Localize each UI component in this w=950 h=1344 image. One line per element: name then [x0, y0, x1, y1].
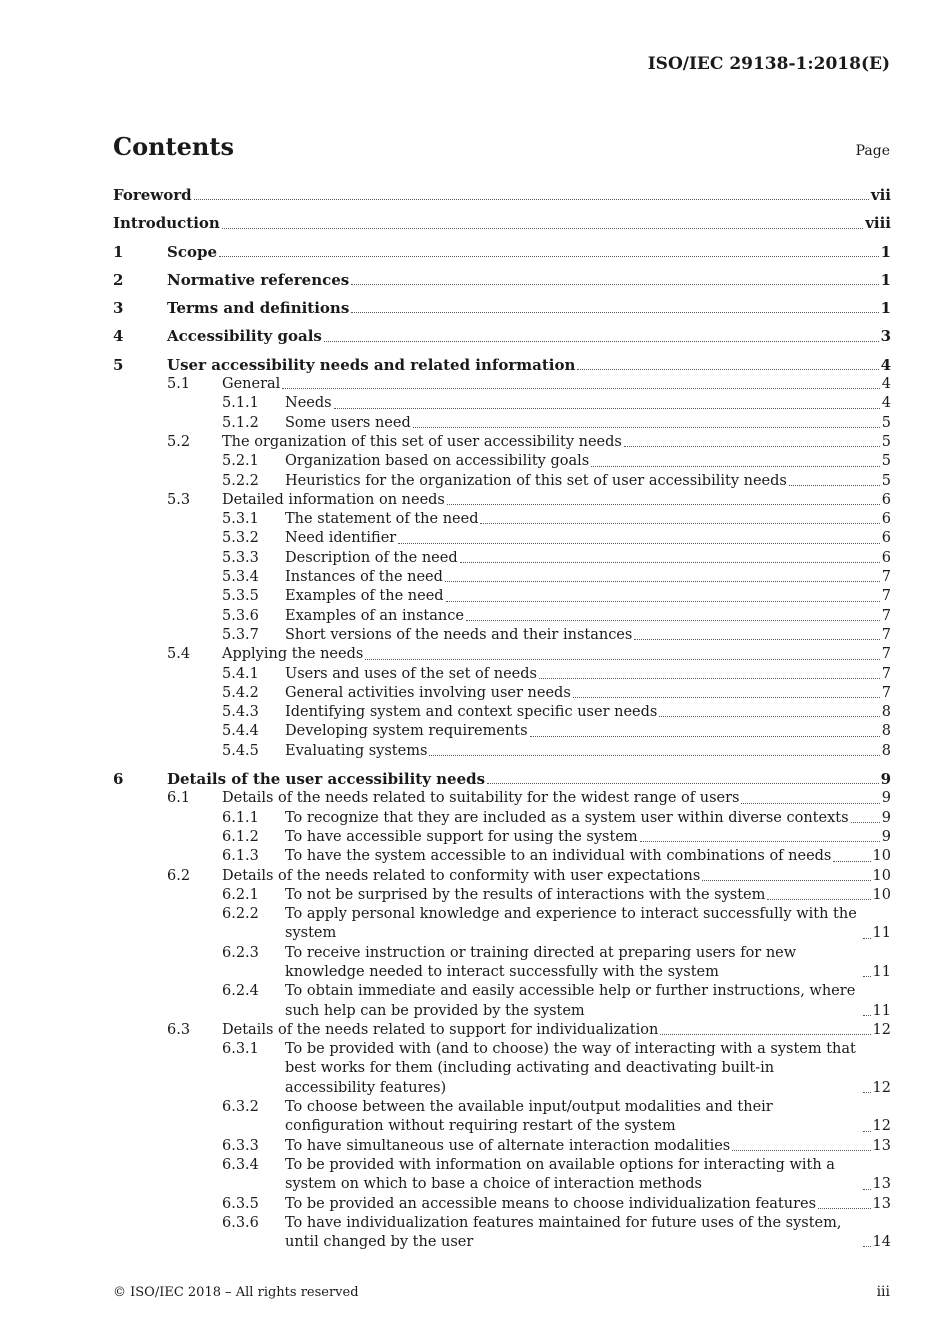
toc-entry-title: Description of the need — [285, 549, 458, 566]
toc-entry-page: 7 — [881, 626, 891, 643]
dot-leader — [466, 620, 880, 621]
toc-entry-page: 4 — [881, 376, 891, 393]
toc-entry-title: To apply personal knowledge and experience to interact successfully with the system — [285, 906, 857, 942]
toc-entry-number: 5.3.4 — [222, 569, 259, 586]
toc-entry[interactable] — [113, 1137, 891, 1156]
toc-entry-number: 1 — [113, 242, 124, 261]
toc-entry[interactable] — [113, 375, 891, 394]
toc-entry-page: 7 — [881, 588, 891, 605]
toc-entry-title: Users and uses of the set of needs — [285, 665, 537, 682]
dot-leader — [863, 1015, 871, 1016]
dot-leader — [789, 485, 880, 486]
dot-leader — [863, 1092, 871, 1093]
toc-entry-title: User accessibility needs and related information — [167, 355, 576, 374]
toc-entry-number: 5.4.5 — [222, 742, 259, 759]
dot-leader — [460, 562, 880, 563]
toc-entry-page: 1 — [880, 242, 891, 261]
toc-entry-number: 6.2.2 — [222, 906, 259, 923]
toc-entry-title: Details of the needs related to support for individualization — [222, 1021, 659, 1038]
toc-entry[interactable] — [113, 770, 891, 789]
dot-leader — [446, 601, 880, 602]
toc-entry-title: To have the system accessible to an individual with combinations of needs — [285, 848, 832, 865]
toc-entry-title: To have simultaneous use of alternate interaction modalities — [285, 1137, 731, 1154]
toc-entry-number: 5.4.4 — [222, 723, 259, 740]
toc-entry-page: 6 — [881, 549, 891, 566]
toc-entry-number: 5.4.1 — [222, 665, 259, 682]
toc-entry-title: Evaluating systems — [285, 742, 428, 759]
toc-entry-title: The statement of the need — [285, 511, 479, 528]
dot-leader — [577, 369, 878, 370]
dot-leader — [634, 639, 879, 640]
toc-entry-number: 5.3.5 — [222, 588, 259, 605]
toc-entry-page: vii — [870, 186, 891, 204]
toc-entry-number: 5.3.1 — [222, 511, 259, 528]
dot-leader — [413, 427, 880, 428]
toc-entry-page: 9 — [881, 790, 891, 807]
toc-entry-page: 5 — [881, 433, 891, 450]
toc-entry-title: Examples of an instance — [285, 607, 464, 624]
toc-entry-title: Examples of the need — [285, 588, 444, 605]
copyright-footer: © ISO/IEC 2018 – All rights reserved — [113, 1285, 359, 1300]
toc-entry-number: 6.3.6 — [222, 1214, 259, 1231]
dot-leader — [365, 659, 879, 660]
toc-entry[interactable] — [113, 214, 891, 233]
toc-entry[interactable] — [113, 982, 891, 1021]
toc-entry-title: Detailed information on needs — [222, 491, 445, 508]
toc-entry[interactable] — [113, 742, 891, 761]
dot-leader — [851, 822, 880, 823]
toc-entry-title: Details of the needs related to suitability for the widest range of users — [222, 790, 740, 807]
dot-leader — [659, 716, 879, 717]
dot-leader — [530, 736, 880, 737]
toc-entry-title: Scope — [167, 242, 218, 261]
toc-entry[interactable] — [113, 433, 891, 452]
dot-leader — [833, 861, 870, 862]
toc-entry-page: 13 — [872, 1176, 891, 1193]
toc-entry[interactable] — [113, 665, 891, 684]
toc-entry-number: 6.3.5 — [222, 1195, 259, 1212]
toc-entry-page: 14 — [872, 1234, 891, 1251]
toc-entry-title: To recognize that they are included as a system user within diverse contexts — [285, 809, 849, 826]
toc-entry[interactable] — [113, 905, 891, 944]
toc-entry[interactable] — [113, 645, 891, 664]
toc-entry-page: viii — [865, 214, 891, 233]
dot-leader — [429, 755, 879, 756]
dot-leader — [445, 581, 880, 582]
toc-entry[interactable] — [113, 684, 891, 703]
dot-leader — [447, 504, 880, 505]
toc-entry-number: 6.2.3 — [222, 944, 259, 961]
toc-entry-number: 5.1.1 — [222, 395, 259, 412]
toc-entry-page: 10 — [872, 867, 891, 884]
dot-leader — [222, 228, 863, 229]
toc-entry-number: 6.3.4 — [222, 1156, 259, 1173]
dot-leader — [640, 841, 880, 842]
table-of-contents — [113, 186, 891, 1252]
toc-entry[interactable] — [113, 722, 891, 741]
dot-leader — [863, 1131, 871, 1132]
toc-entry-page: 7 — [881, 684, 891, 701]
toc-entry-title: To be provided with (and to choose) the way of interacting with a system that best works for them (including activating and deactivating built-in accessibility features) — [285, 1041, 856, 1096]
toc-entry-page: 1 — [880, 299, 891, 318]
dot-leader — [863, 938, 871, 939]
toc-entry-title: Normative references — [167, 270, 350, 289]
toc-entry[interactable] — [113, 568, 891, 587]
dot-leader — [539, 678, 880, 679]
dot-leader — [818, 1208, 870, 1209]
toc-entry-page: 4 — [880, 355, 891, 374]
toc-entry[interactable] — [113, 828, 891, 847]
toc-entry[interactable] — [113, 944, 891, 983]
toc-entry-page: 5 — [881, 453, 891, 470]
toc-entry-title: To obtain immediate and easily accessible help or further instructions, where such help can be provided by the system — [285, 983, 856, 1019]
dot-leader — [487, 783, 879, 784]
dot-leader — [863, 1246, 871, 1247]
toc-entry-number: 6.1 — [167, 790, 191, 807]
toc-entry-title: To be provided an accessible means to choose individualization features — [285, 1195, 817, 1212]
toc-entry[interactable] — [113, 510, 891, 529]
toc-entry-number: 6.2.4 — [222, 983, 259, 1000]
toc-entry-title: Organization based on accessibility goals — [285, 453, 590, 470]
toc-entry[interactable] — [113, 1040, 891, 1098]
toc-entry-number: 5.4 — [167, 646, 191, 663]
dot-leader — [324, 341, 879, 342]
toc-entry[interactable] — [113, 626, 891, 645]
toc-entry[interactable] — [113, 1156, 891, 1195]
toc-entry-number: 5.4.2 — [222, 684, 259, 701]
toc-entry-title: The organization of this set of user accessibility needs — [222, 433, 622, 450]
toc-entry-title: To have individualization features maintained for future uses of the system, until changed by the user — [285, 1214, 842, 1251]
toc-entry[interactable] — [113, 271, 891, 290]
toc-entry-title: Details of the user accessibility needs — [167, 770, 486, 789]
toc-entry-page: 10 — [872, 886, 891, 903]
toc-entry-page: 8 — [881, 723, 891, 740]
toc-entry-title: General — [222, 376, 281, 393]
toc-entry-number: 2 — [113, 270, 124, 289]
toc-entry-title: Needs — [285, 395, 332, 412]
toc-entry-title: To choose between the available input/output modalities and their configuration without requiring restart of the system — [285, 1099, 773, 1135]
toc-entry-page: 6 — [881, 511, 891, 528]
toc-entry[interactable] — [113, 414, 891, 433]
dot-leader — [624, 446, 880, 447]
toc-entry[interactable] — [113, 587, 891, 606]
toc-entry[interactable] — [113, 327, 891, 346]
toc-entry-number: 5.3.2 — [222, 530, 259, 547]
toc-entry-page: 11 — [872, 963, 891, 980]
toc-entry-number: 6.2 — [167, 867, 191, 884]
toc-entry[interactable] — [113, 243, 891, 262]
toc-entry-page: 8 — [881, 742, 891, 759]
dot-leader — [282, 388, 879, 389]
toc-entry-number: 6.3 — [167, 1021, 191, 1038]
toc-entry-number: 5.2 — [167, 433, 191, 450]
toc-entry-page: 12 — [872, 1021, 891, 1038]
toc-entry[interactable] — [113, 472, 891, 491]
toc-entry-page: 9 — [880, 770, 891, 789]
toc-entry-page: 5 — [881, 472, 891, 489]
toc-entry-page: 3 — [880, 327, 891, 346]
toc-entry-title: Introduction — [113, 214, 220, 233]
dot-leader — [351, 284, 878, 285]
dot-leader — [334, 408, 880, 409]
toc-entry[interactable] — [113, 491, 891, 510]
toc-entry-title: Applying the needs — [222, 646, 364, 663]
dot-leader — [194, 199, 869, 200]
toc-entry[interactable] — [113, 452, 891, 471]
toc-entry-title: Developing system requirements — [285, 723, 528, 740]
toc-entry[interactable] — [113, 529, 891, 548]
dot-leader — [591, 466, 880, 467]
toc-entry-title: Terms and definitions — [167, 299, 350, 318]
toc-entry-title: Foreword — [113, 186, 192, 204]
toc-entry-title: Some users need — [285, 414, 411, 431]
dot-leader — [351, 312, 878, 313]
toc-entry-number: 5.1.2 — [222, 414, 259, 431]
toc-entry[interactable] — [113, 394, 891, 413]
toc-entry-page: 5 — [881, 414, 891, 431]
toc-entry[interactable] — [113, 809, 891, 828]
toc-entry[interactable] — [113, 886, 891, 905]
toc-entry-number: 3 — [113, 299, 124, 318]
toc-entry-page: 8 — [881, 704, 891, 721]
dot-leader — [863, 1189, 871, 1190]
page-number: iii — [876, 1284, 890, 1300]
toc-entry-title: To be provided with information on available options for interacting with a system on which to base a choice of interaction methods — [285, 1156, 835, 1193]
toc-entry-number: 5.2.1 — [222, 453, 259, 470]
toc-entry-page: 9 — [881, 828, 891, 845]
toc-entry-number: 5.3.6 — [222, 607, 259, 624]
toc-entry-page: 10 — [872, 848, 891, 865]
toc-entry[interactable] — [113, 789, 891, 808]
toc-entry-number: 6.1.3 — [222, 848, 259, 865]
toc-entry-page: 6 — [881, 530, 891, 547]
toc-entry-page: 12 — [872, 1118, 891, 1135]
dot-leader — [702, 880, 870, 881]
toc-entry-number: 5.3.3 — [222, 549, 259, 566]
toc-entry[interactable] — [113, 847, 891, 866]
dot-leader — [398, 543, 880, 544]
toc-entry-number: 5.4.3 — [222, 704, 259, 721]
toc-entry-number: 4 — [113, 327, 124, 346]
dot-leader — [480, 523, 879, 524]
toc-entry-number: 5.1 — [167, 376, 191, 393]
toc-entry-number: 6.1.2 — [222, 828, 259, 845]
toc-entry-page: 7 — [881, 607, 891, 624]
toc-entry-page: 1 — [880, 270, 891, 289]
toc-entry-number: 5.3.7 — [222, 626, 259, 643]
toc-entry-number: 5.3 — [167, 491, 191, 508]
toc-entry-title: Accessibility goals — [167, 327, 322, 346]
toc-entry[interactable] — [113, 299, 891, 318]
toc-entry[interactable] — [113, 1098, 891, 1137]
toc-entry-title: Need identifier — [285, 530, 397, 547]
toc-entry-number: 5.2.2 — [222, 472, 259, 489]
toc-entry-title: General activities involving user needs — [285, 684, 571, 701]
toc-entry[interactable] — [113, 1214, 891, 1253]
toc-entry-page: 12 — [872, 1079, 891, 1096]
dot-leader — [219, 256, 879, 257]
toc-entry-page: 11 — [872, 1002, 891, 1019]
toc-entry-title: Identifying system and context specific user needs — [285, 704, 658, 721]
toc-entry-title: Heuristics for the organization of this set of user accessibility needs — [285, 472, 787, 489]
toc-entry-title: Instances of the need — [285, 569, 443, 586]
toc-entry[interactable] — [113, 703, 891, 722]
toc-entry-title: To have accessible support for using the system — [285, 828, 638, 845]
toc-entry[interactable] — [113, 1021, 891, 1040]
toc-entry-page: 7 — [881, 646, 891, 663]
toc-entry-title: To not be surprised by the results of interactions with the system — [285, 886, 766, 903]
toc-entry-number: 6.1.1 — [222, 809, 259, 826]
toc-entry-number: 6 — [113, 770, 124, 789]
toc-entry-page: 7 — [881, 569, 891, 586]
toc-entry-page: 4 — [881, 395, 891, 412]
dot-leader — [660, 1034, 870, 1035]
toc-entry-page: 7 — [881, 665, 891, 682]
dot-leader — [741, 803, 879, 804]
page-title: Contents — [113, 132, 234, 161]
toc-entry-page: 6 — [881, 491, 891, 508]
toc-entry[interactable] — [113, 1195, 891, 1214]
toc-entry-number: 6.2.1 — [222, 886, 259, 903]
toc-entry-page: 9 — [881, 809, 891, 826]
toc-entry-number: 6.3.1 — [222, 1041, 259, 1058]
toc-entry[interactable] — [113, 549, 891, 568]
toc-entry[interactable] — [113, 356, 891, 375]
toc-entry-title: Short versions of the needs and their instances — [285, 626, 633, 643]
toc-entry-page: 11 — [872, 925, 891, 942]
toc-entry-number: 5 — [113, 355, 124, 374]
toc-entry-page: 13 — [872, 1195, 891, 1212]
toc-entry-title: Details of the needs related to conformity with user expectations — [222, 867, 701, 884]
toc-entry[interactable] — [113, 607, 891, 626]
toc-entry-number: 6.3.2 — [222, 1099, 259, 1116]
toc-entry-number: 6.3.3 — [222, 1137, 259, 1154]
toc-entry-title: To receive instruction or training directed at preparing users for new knowledge needed to interact successfully with the system — [285, 944, 797, 980]
dot-leader — [767, 899, 870, 900]
toc-entry[interactable] — [113, 867, 891, 886]
dot-leader — [732, 1150, 870, 1151]
dot-leader — [573, 697, 880, 698]
page-column-label: Page — [855, 143, 890, 159]
document-id-header: ISO/IEC 29138-1:2018(E) — [647, 54, 890, 74]
dot-leader — [863, 976, 871, 977]
toc-entry-page: 13 — [872, 1137, 891, 1154]
toc-entry[interactable] — [113, 186, 891, 205]
